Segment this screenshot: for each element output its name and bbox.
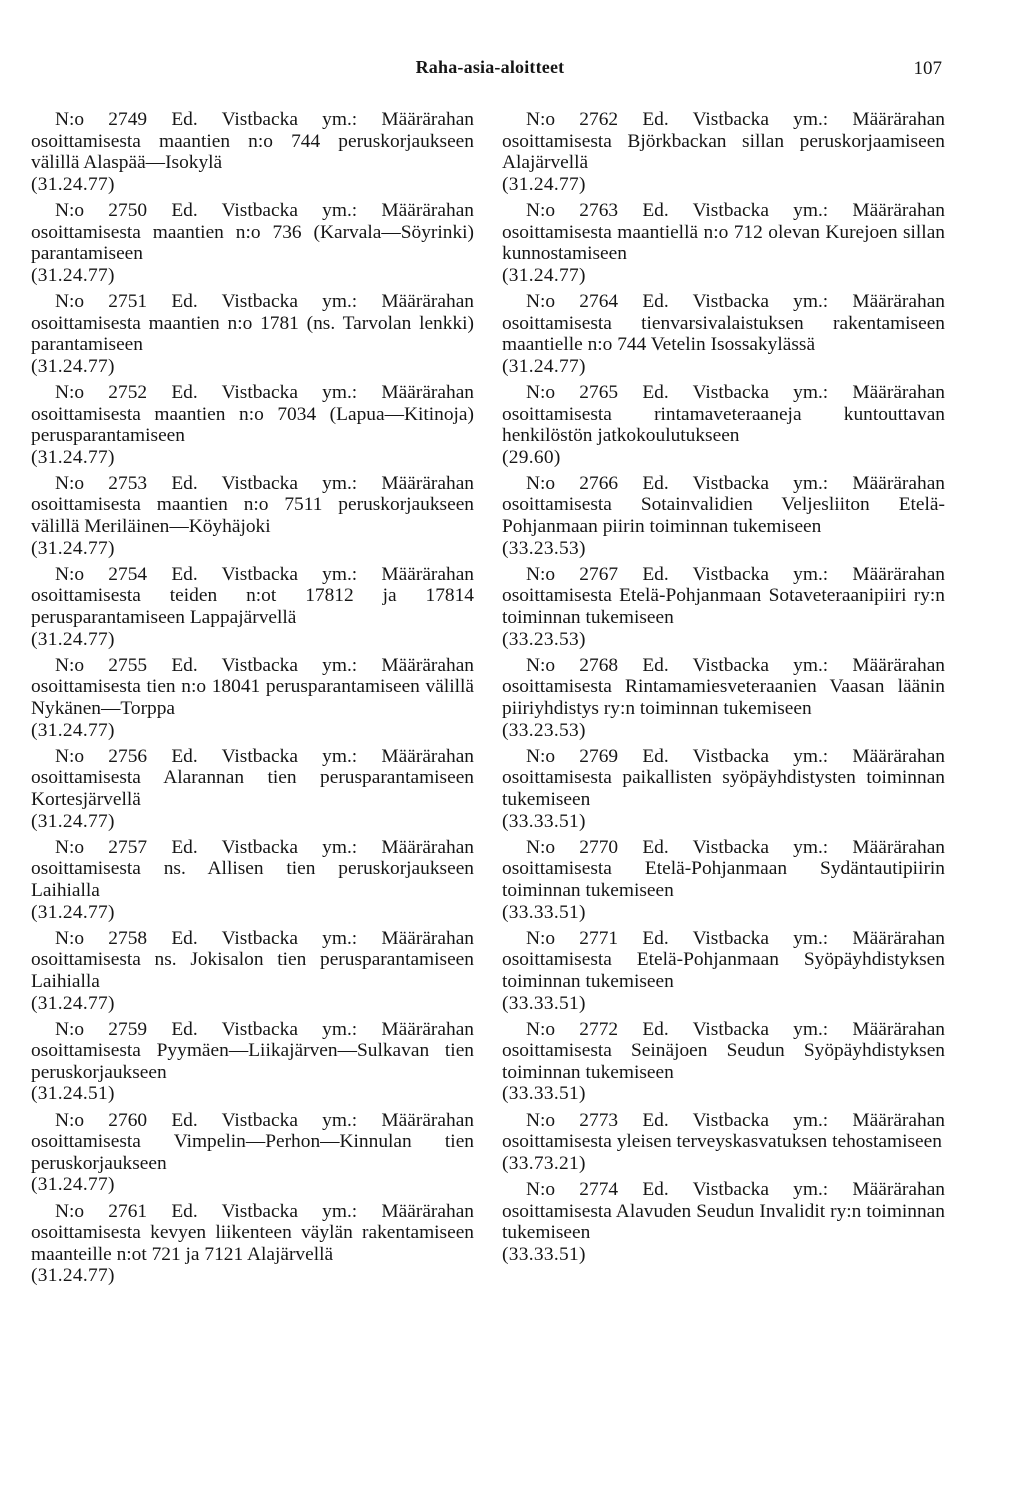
motion-entry	[31, 109, 474, 195]
page-number: 107	[913, 58, 942, 79]
right-column	[502, 109, 945, 1270]
motion-description: osoittamisesta maantien n:o 1781 (ns. Tarvolan lenkki) parantamiseen	[31, 312, 474, 356]
motion-entry	[502, 291, 945, 377]
motion-heading: N:o 2768 Ed. Vistbacka ym.: Määrärahan	[526, 654, 945, 676]
motion-entry	[502, 473, 945, 559]
motion-entry	[31, 1110, 474, 1196]
motion-description: osoittamisesta Etelä-Pohjanmaan Sotaveteraanipiiri ry:n toiminnan tukemiseen	[502, 585, 945, 629]
budget-code: (33.23.53)	[502, 537, 586, 559]
motion-description: osoittamisesta tienvarsivalaistuksen rakentamiseen maantielle n:o 744 Vetelin Isossakylässä	[502, 312, 945, 356]
motion-heading: N:o 2769 Ed. Vistbacka ym.: Määrärahan	[526, 745, 945, 767]
motion-description: osoittamisesta ns. Jokisalon tien perusparantamiseen Laihialla	[31, 949, 474, 992]
motion-entry	[502, 564, 945, 650]
budget-code: (33.33.51)	[502, 901, 586, 923]
motion-entry	[502, 746, 945, 832]
motion-entry	[31, 746, 474, 832]
budget-code: (31.24.77)	[31, 1174, 115, 1196]
motion-description: osoittamisesta Rintamamiesveteraanien Vaasan läänin piiriyhdistys ry:n toiminnan tukemiseen	[502, 676, 945, 719]
budget-code: (31.24.77)	[502, 173, 586, 195]
motion-heading: N:o 2751 Ed. Vistbacka ym.: Määrärahan	[55, 290, 474, 312]
motion-entry	[31, 291, 474, 377]
motion-heading: N:o 2756 Ed. Vistbacka ym.: Määrärahan	[55, 745, 474, 767]
motion-heading: N:o 2754 Ed. Vistbacka ym.: Määrärahan	[55, 563, 474, 585]
budget-code: (33.23.53)	[502, 628, 586, 650]
motion-description: osoittamisesta maantien n:o 736 (Karvala—Söyrinki) parantamiseen	[31, 221, 474, 265]
motion-description: osoittamisesta ns. Allisen tien peruskorjaukseen Laihialla	[31, 858, 474, 901]
running-head: Raha-asia-aloitteet	[415, 57, 565, 77]
motion-entry	[502, 655, 945, 741]
motion-entry	[502, 1019, 945, 1105]
budget-code: (31.24.77)	[502, 355, 586, 377]
motion-heading: N:o 2774 Ed. Vistbacka ym.: Määrärahan	[526, 1179, 945, 1201]
motion-entry	[502, 1110, 945, 1175]
budget-code: (31.24.77)	[31, 1265, 115, 1287]
left-column	[31, 109, 474, 1292]
motion-entry	[31, 1019, 474, 1105]
motion-description: osoittamisesta teiden n:ot 17812 ja 17814 perusparantamiseen Lappajärvellä	[31, 585, 474, 629]
motion-description: osoittamisesta yleisen terveyskasvatuksen tehostamiseen	[502, 1131, 942, 1153]
motion-description: osoittamisesta Alavuden Seudun Invalidit ry:n toiminnan tukemiseen	[502, 1200, 945, 1244]
motion-description: osoittamisesta Alarannan tien perusparantamiseen Kortesjärvellä	[31, 767, 474, 810]
budget-code: (33.33.51)	[502, 1083, 586, 1105]
motion-entry	[31, 655, 474, 741]
motion-entry	[502, 837, 945, 923]
motion-description: osoittamisesta Etelä-Pohjanmaan Sydäntautipiirin toiminnan tukemiseen	[502, 858, 945, 901]
motion-entry	[31, 837, 474, 923]
motion-description: osoittamisesta Vimpelin—Perhon—Kinnulan tien peruskorjaukseen	[31, 1131, 474, 1174]
motion-heading: N:o 2759 Ed. Vistbacka ym.: Määrärahan	[55, 1018, 474, 1040]
motion-heading: N:o 2753 Ed. Vistbacka ym.: Määrärahan	[55, 472, 474, 494]
motion-entry	[502, 1179, 945, 1265]
motion-entry	[502, 200, 945, 286]
motion-description: osoittamisesta Seinäjoen Seudun Syöpäyhdistyksen toiminnan tukemiseen	[502, 1040, 945, 1083]
budget-code: (31.24.77)	[31, 810, 115, 832]
motion-heading: N:o 2772 Ed. Vistbacka ym.: Määrärahan	[526, 1018, 945, 1040]
motion-entry	[31, 564, 474, 650]
motion-heading: N:o 2757 Ed. Vistbacka ym.: Määrärahan	[55, 836, 474, 858]
motion-description: osoittamisesta rintamaveteraaneja kuntouttavan henkilöstön jatkokoulutukseen	[502, 403, 945, 447]
budget-code: (29.60)	[502, 446, 561, 468]
motion-description: osoittamisesta maantien n:o 744 peruskorjaukseen välillä Alaspää—Isokylä	[31, 130, 474, 174]
motion-entry	[31, 473, 474, 559]
motion-heading: N:o 2765 Ed. Vistbacka ym.: Määrärahan	[526, 381, 945, 403]
motion-heading: N:o 2770 Ed. Vistbacka ym.: Määrärahan	[526, 836, 945, 858]
motion-description: osoittamisesta tien n:o 18041 perusparantamiseen välillä Nykänen—Torppa	[31, 676, 474, 719]
budget-code: (31.24.77)	[31, 355, 115, 377]
motion-heading: N:o 2755 Ed. Vistbacka ym.: Määrärahan	[55, 654, 474, 676]
budget-code: (33.73.21)	[502, 1152, 586, 1174]
motion-entry	[31, 382, 474, 468]
motion-description: osoittamisesta Sotainvalidien Veljesliiton Etelä-Pohjanmaan piirin toiminnan tukemiseen	[502, 494, 945, 538]
motion-description: osoittamisesta maantien n:o 7511 peruskorjaukseen välillä Meriläinen—Köyhäjoki	[31, 494, 474, 538]
budget-code: (31.24.77)	[31, 173, 115, 195]
motion-heading: N:o 2773 Ed. Vistbacka ym.: Määrärahan	[526, 1109, 945, 1131]
motion-heading: N:o 2750 Ed. Vistbacka ym.: Määrärahan	[55, 199, 474, 221]
motion-description: osoittamisesta paikallisten syöpäyhdistysten toiminnan tukemiseen	[502, 767, 945, 810]
budget-code: (31.24.77)	[31, 901, 115, 923]
motion-heading: N:o 2749 Ed. Vistbacka ym.: Määrärahan	[55, 109, 474, 130]
motion-description: osoittamisesta maantiellä n:o 712 olevan Kurejoen sillan kunnostamiseen	[502, 221, 945, 265]
budget-code: (31.24.77)	[31, 628, 115, 650]
motion-heading: N:o 2767 Ed. Vistbacka ym.: Määrärahan	[526, 563, 945, 585]
motion-heading: N:o 2762 Ed. Vistbacka ym.: Määrärahan	[526, 109, 945, 130]
motion-heading: N:o 2766 Ed. Vistbacka ym.: Määrärahan	[526, 472, 945, 494]
motion-heading: N:o 2760 Ed. Vistbacka ym.: Määrärahan	[55, 1109, 474, 1131]
motion-heading: N:o 2761 Ed. Vistbacka ym.: Määrärahan	[55, 1200, 474, 1222]
motion-entry	[31, 1201, 474, 1287]
budget-code: (31.24.51)	[31, 1083, 115, 1105]
budget-code: (33.23.53)	[502, 719, 586, 741]
motion-entry	[31, 200, 474, 286]
motion-heading: N:o 2763 Ed. Vistbacka ym.: Määrärahan	[526, 199, 945, 221]
budget-code: (31.24.77)	[31, 264, 115, 286]
budget-code: (33.33.51)	[502, 1243, 586, 1265]
motion-heading: N:o 2758 Ed. Vistbacka ym.: Määrärahan	[55, 927, 474, 949]
motion-heading: N:o 2764 Ed. Vistbacka ym.: Määrärahan	[526, 290, 945, 312]
motion-heading: N:o 2771 Ed. Vistbacka ym.: Määrärahan	[526, 927, 945, 949]
budget-code: (31.24.77)	[31, 537, 115, 559]
motion-description: osoittamisesta maantien n:o 7034 (Lapua—Kitinoja) perusparantamiseen	[31, 403, 474, 447]
motion-entry	[31, 928, 474, 1014]
motion-description: osoittamisesta Etelä-Pohjanmaan Syöpäyhdistyksen toiminnan tukemiseen	[502, 949, 945, 992]
motion-entry	[502, 928, 945, 1014]
motion-entry	[502, 382, 945, 468]
motion-description: osoittamisesta Pyymäen—Liikajärven—Sulkavan tien peruskorjaukseen	[31, 1040, 474, 1083]
budget-code: (31.24.77)	[31, 719, 115, 741]
budget-code: (33.33.51)	[502, 810, 586, 832]
budget-code: (33.33.51)	[502, 992, 586, 1014]
motion-description: osoittamisesta kevyen liikenteen väylän rakentamiseen maanteille n:ot 721 ja 7121 Alajärvellä	[31, 1222, 474, 1265]
budget-code: (31.24.77)	[31, 992, 115, 1014]
motion-entry	[502, 109, 945, 195]
budget-code: (31.24.77)	[31, 446, 115, 468]
budget-code: (31.24.77)	[502, 264, 586, 286]
motion-description: osoittamisesta Björkbackan sillan peruskorjaamiseen Alajärvellä	[502, 130, 945, 174]
motion-heading: N:o 2752 Ed. Vistbacka ym.: Määrärahan	[55, 381, 474, 403]
